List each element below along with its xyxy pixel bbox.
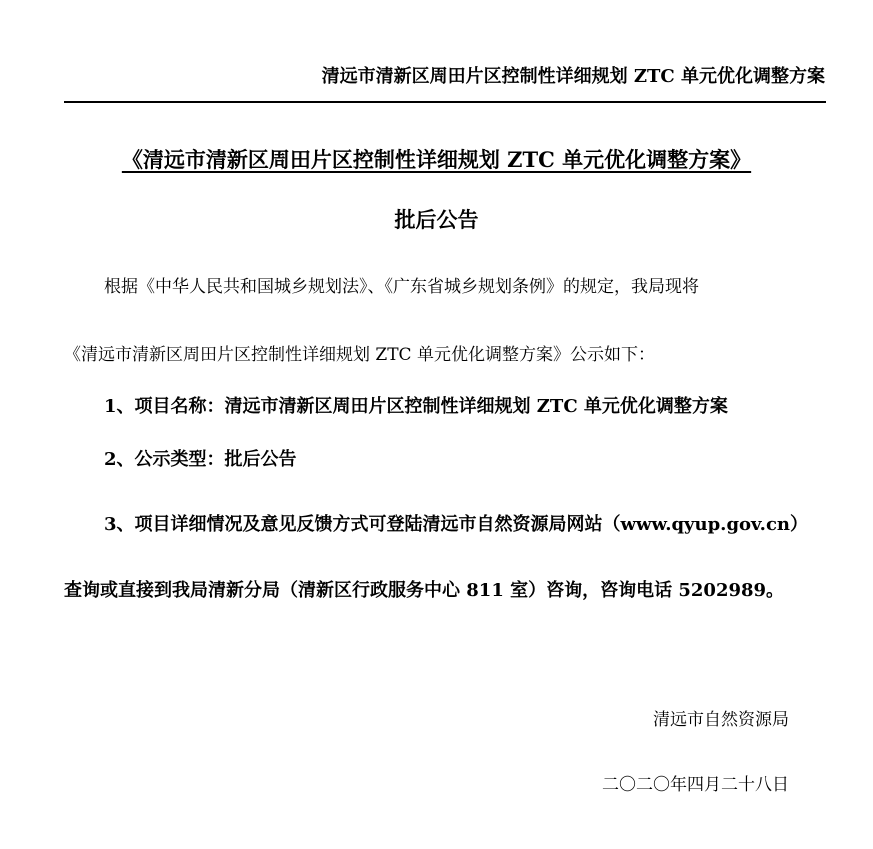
item-project-details: 3、项目详细情况及意见反馈方式可登陆清远市自然资源局网站（www.qyup.gov.cn） <box>104 514 809 535</box>
document-title-text: 《清远市清新区周田片区控制性详细规划 ZTC 单元优化调整方案》 <box>121 147 752 172</box>
issuer-signature: 清远市自然资源局 <box>653 710 789 730</box>
intro-paragraph-line-1: 根据《中华人民共和国城乡规划法》、《广东省城乡规划条例》的规定，我局现将 <box>104 277 699 297</box>
item-notice-type: 2、公示类型：批后公告 <box>104 449 297 470</box>
intro-paragraph-line-2: 《清远市清新区周田片区控制性详细规划 ZTC 单元优化调整方案》公示如下： <box>64 345 655 365</box>
issue-date: 二〇二〇年四月二十八日 <box>602 775 789 795</box>
page-header-title: 清远市清新区周田片区控制性详细规划 ZTC 单元优化调整方案 <box>321 66 825 87</box>
item-project-details-continuation: 查询或直接到我局清新分局（清新区行政服务中心 811 室）咨询，咨询电话 5202989。 <box>64 580 785 601</box>
header-divider <box>64 101 826 103</box>
document-title <box>0 144 873 174</box>
document-subtitle: 批后公告 <box>394 207 479 232</box>
item-project-name: 1、项目名称：清远市清新区周田片区控制性详细规划 ZTC 单元优化调整方案 <box>104 396 728 417</box>
